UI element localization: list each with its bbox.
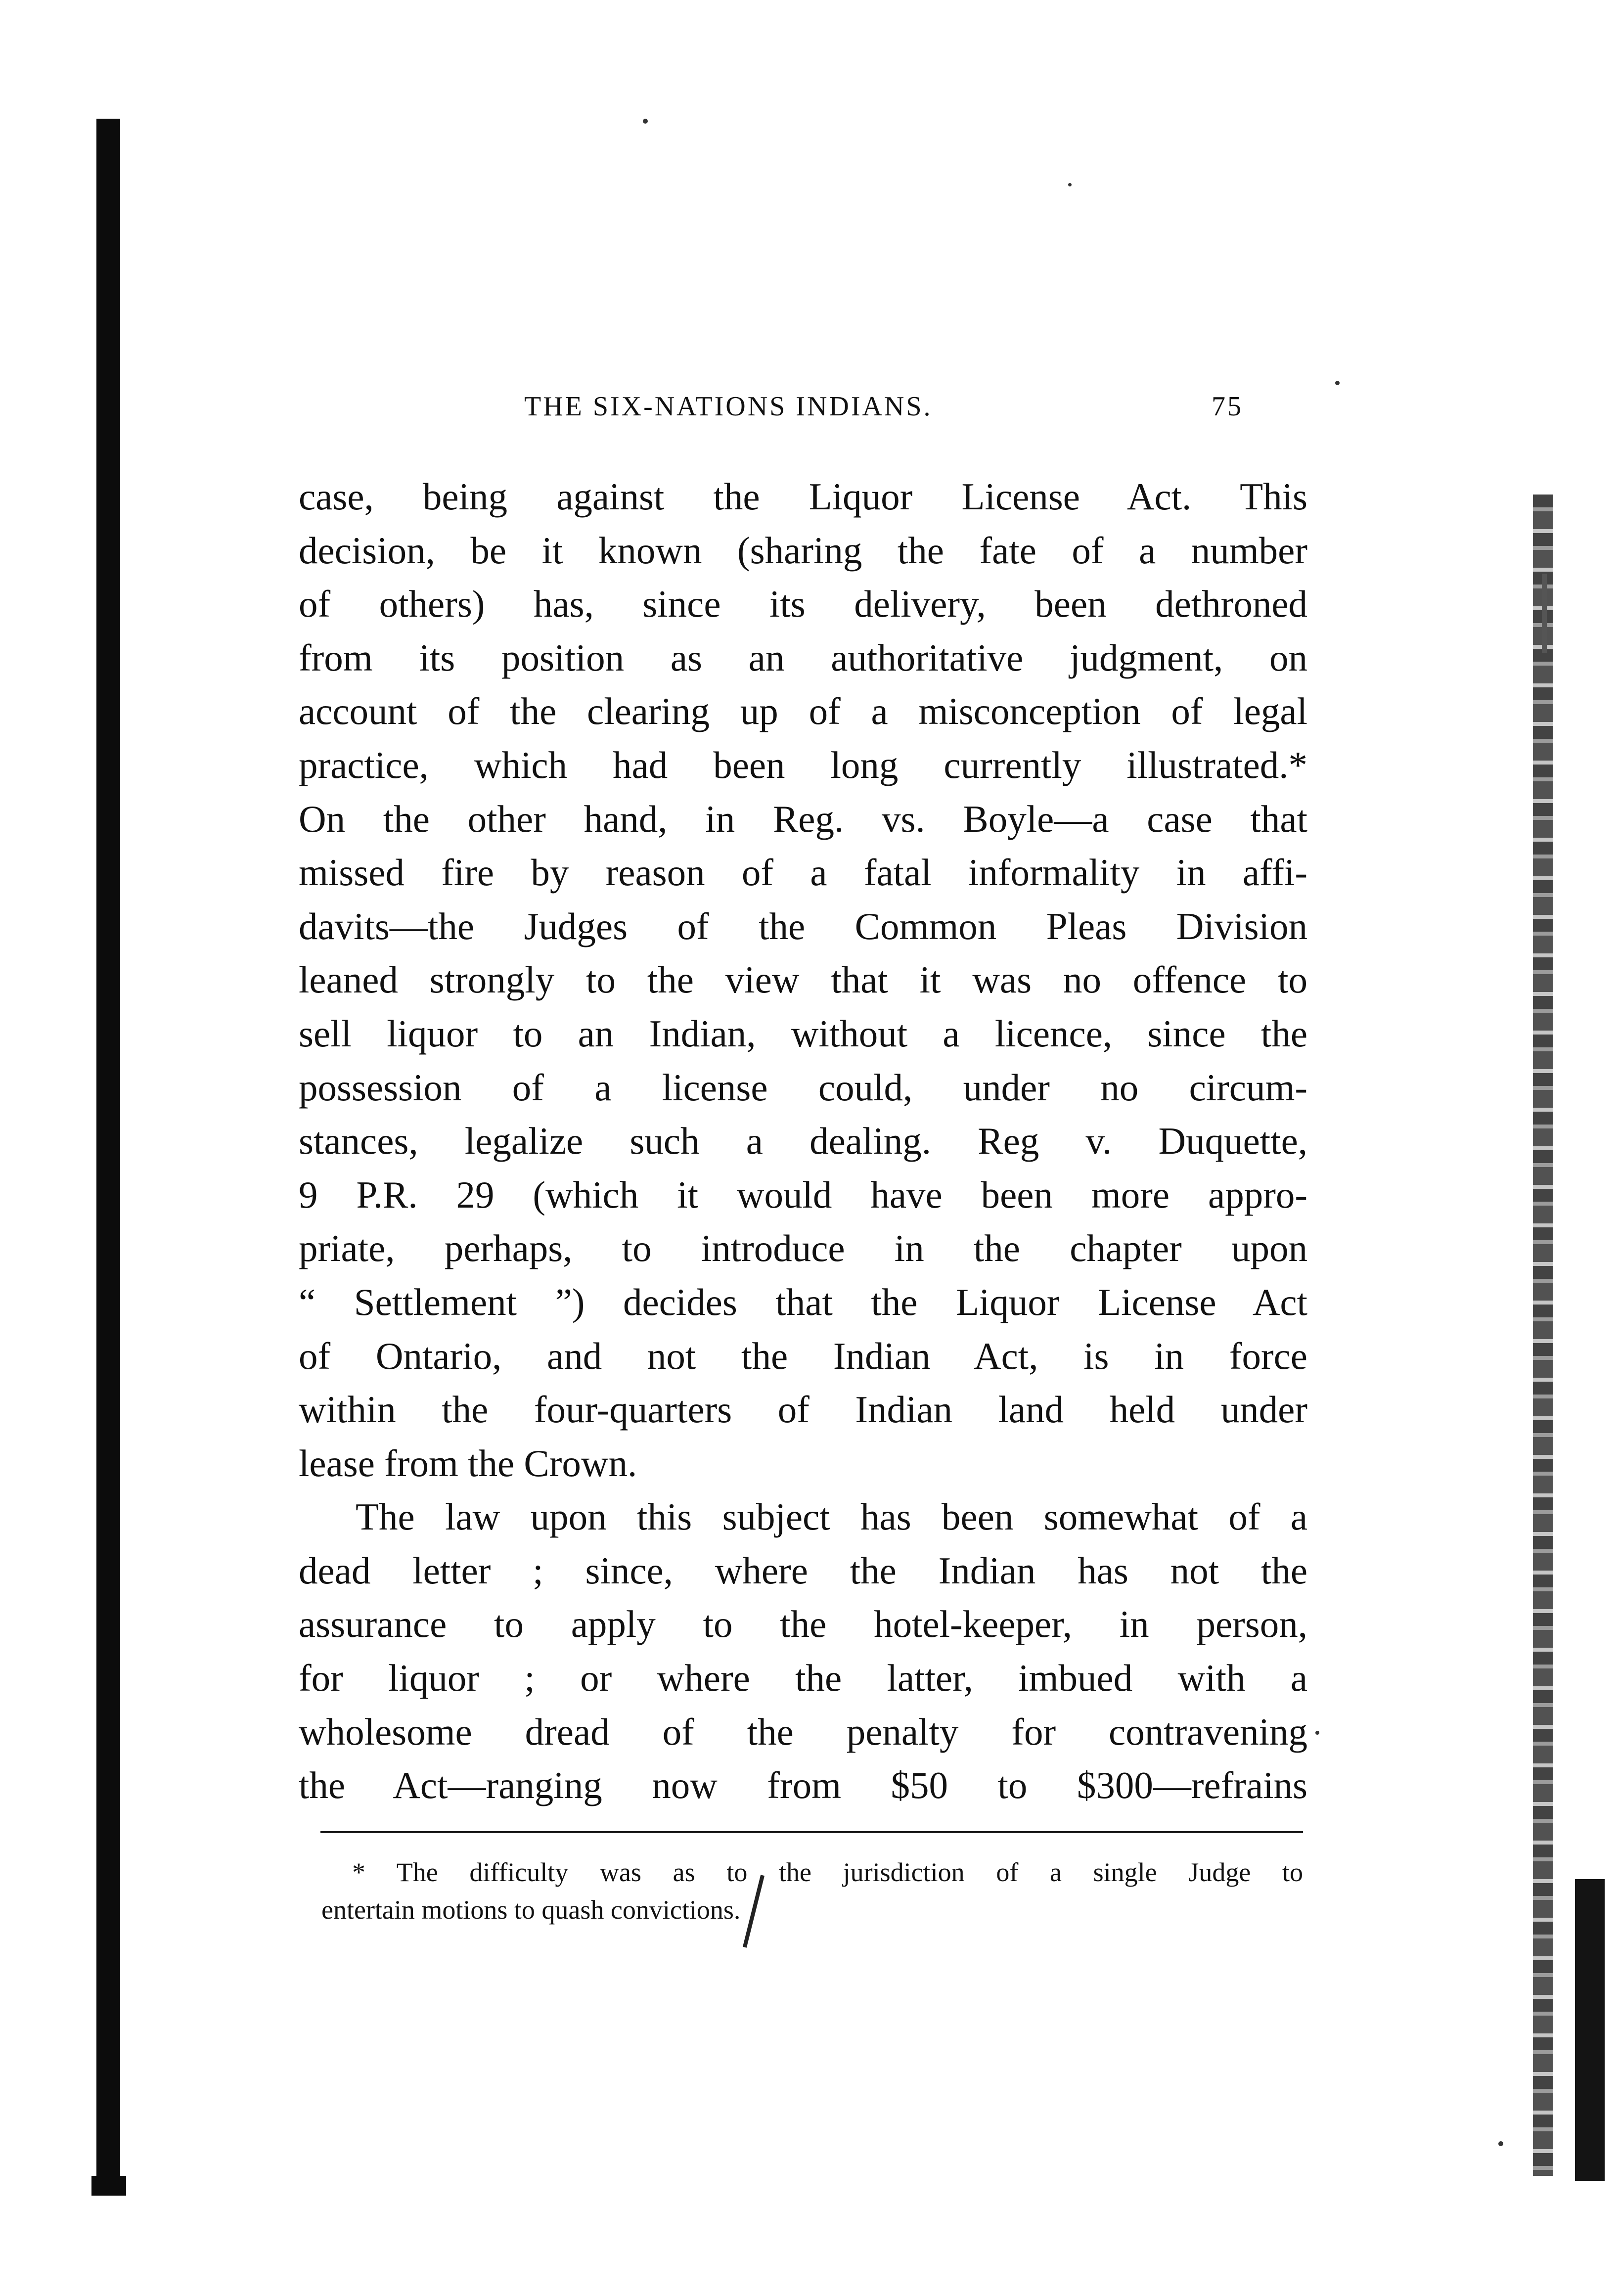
text-line: assurance to apply to the hotel-keeper, in person, [299,1603,1307,1646]
scan-speck [1315,1731,1319,1735]
footnote [321,1853,1303,1929]
footnote-line: * The difficulty was as to the jurisdiction of a single Judge to [352,1857,1303,1887]
scan-speck [1335,381,1340,385]
text-line: practice, which had been long currently illustrated.* [299,743,1307,786]
text-line: of Ontario, and not the Indian Act, is in force [299,1334,1307,1377]
text-line: decision, be it known (sharing the fate of a number [299,529,1307,572]
text-line: priate, perhaps, to introduce in the chapter upon [299,1227,1307,1270]
text-line: 9 P.R. 29 (which it would have been more appro- [299,1173,1307,1216]
text-line: “ Settlement ”) decides that the Liquor License Act [299,1280,1307,1323]
paragraph-start-line: The law upon this subject has been somewhat of a [356,1495,1307,1538]
running-title: THE SIX-NATIONS INDIANS. [524,391,933,422]
text-line: stances, legalize such a dealing. Reg v. Duquette, [299,1120,1307,1163]
body-text [299,470,1307,1812]
text-line: wholesome dread of the penalty for contravening [299,1710,1307,1753]
footnote-rule [320,1831,1303,1833]
text-line: account of the clearing up of a misconception of legal [299,690,1307,733]
text-line: lease from the Crown. [299,1441,637,1485]
text-line: within the four-quarters of Indian land held under [299,1388,1307,1431]
text-line: for liquor ; or where the latter, imbued with a [299,1657,1307,1700]
text-line: of others) has, since its delivery, been dethroned [299,583,1307,626]
text-line: davits—the Judges of the Common Pleas Division [299,904,1307,947]
text-line: leaned strongly to the view that it was no offence to [299,958,1307,1001]
scan-binding-shadow [96,119,120,2196]
text-line: from its position as an authoritative judgment, on [299,636,1307,679]
text-line: sell liquor to an Indian, without a licence, since the [299,1012,1307,1055]
text-line: missed fire by reason of a fatal informality in affi- [299,851,1307,894]
scan-speck [1498,2141,1503,2146]
scan-speck [643,119,648,124]
page-number: 75 [1212,391,1243,422]
text-line: possession of a license could, under no circum- [299,1066,1307,1109]
text-line: dead letter ; since, where the Indian has not the [299,1549,1307,1592]
scan-speck [1068,183,1072,186]
text-line: case, being against the Liquor License Act. This [299,475,1307,518]
scan-page-edge [1533,495,1553,2176]
page-header [524,391,1315,435]
scan-page-edge-mark [1542,574,1547,653]
scan-binding-shadow-foot [91,2176,126,2196]
text-line: the Act—ranging now from $50 to $300—refrains [299,1764,1307,1807]
footnote-line: entertain motions to quash convictions. [321,1895,741,1925]
scan-page-edge-block [1575,1879,1605,2181]
text-line: On the other hand, in Reg. vs. Boyle—a case that [299,797,1307,840]
